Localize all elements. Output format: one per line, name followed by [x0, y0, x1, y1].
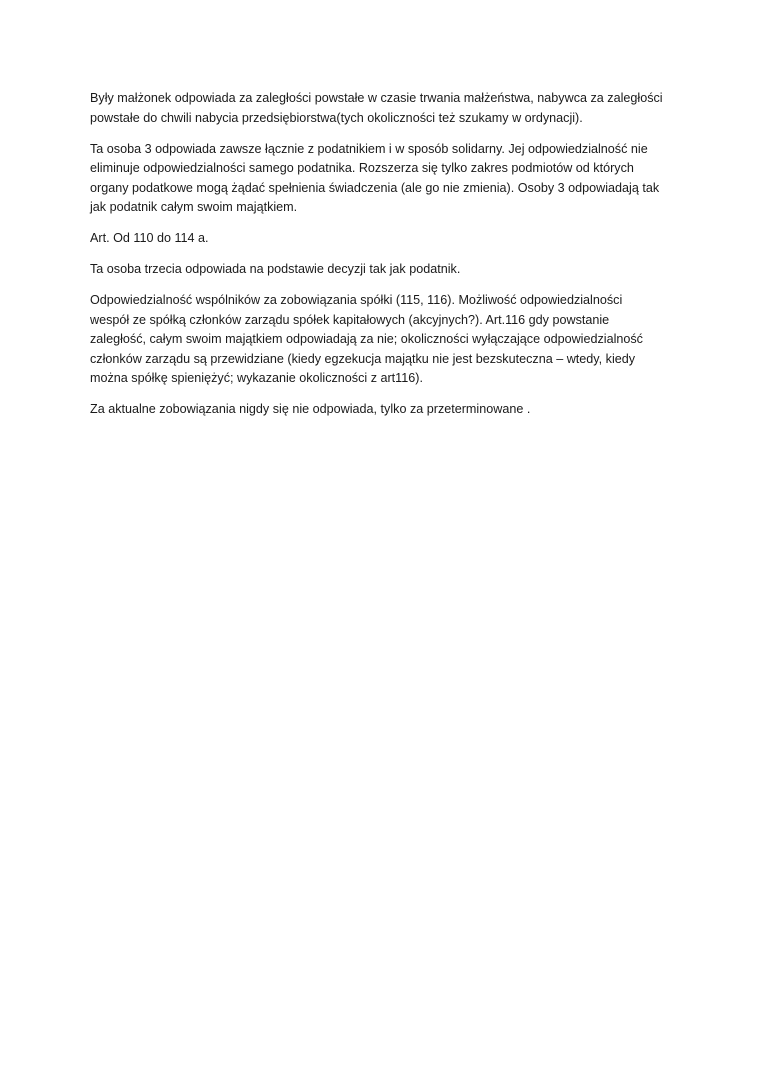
paragraph-third-party-liability	[90, 140, 680, 218]
paragraph-line: można spółkę spieniężyć; wykazanie okoliczności z art116).	[90, 371, 423, 385]
paragraph-line: powstałe do chwili nabycia przedsiębiorstwa(tych okoliczności też szukamy w ordynacji).	[90, 110, 583, 125]
paragraph-line: Były małżonek odpowiada za zaległości powstałe w czasie trwania małżeństwa, nabywca za zaległości	[90, 91, 663, 105]
paragraph-line: wespół ze spółką członków zarządu spółek kapitałowych (akcyjnych?). Art.116 gdy powstanie	[90, 312, 610, 327]
paragraph-current-obligations	[90, 400, 680, 420]
paragraph-line: organy podatkowe mogą żądać spełnienia świadczenia (ale go nie zmienia). Osoby 3 odpowiadają tak	[90, 180, 660, 195]
paragraph-line: eliminuje odpowiedzialności samego podatnika. Rozszerza się tylko zakres podmiotów od których	[90, 161, 634, 175]
paragraph-line: Ta osoba trzecia odpowiada na podstawie decyzji tak jak podatnik.	[90, 262, 461, 276]
document-body	[90, 89, 680, 431]
paragraph-articles	[90, 229, 680, 249]
paragraph-line: Art. Od 110 do 114 a.	[90, 231, 209, 245]
paragraph-line: jak podatnik całym swoim majątkiem.	[90, 200, 298, 214]
paragraph-line: Za aktualne zobowiązania nigdy się nie odpowiada, tylko za przeterminowane .	[90, 402, 531, 416]
paragraph-decision	[90, 260, 680, 280]
paragraph-line: Odpowiedzialność wspólników za zobowiązania spółki (115, 116). Możliwość odpowiedzialności	[90, 293, 623, 307]
paragraph-line: Ta osoba 3 odpowiada zawsze łącznie z podatnikiem i w sposób solidarny. Jej odpowiedzialność nie	[90, 141, 648, 156]
paragraph-former-spouse	[90, 89, 680, 128]
paragraph-partners-liability	[90, 291, 680, 389]
paragraph-line: zaległość, całym swoim majątkiem odpowiadają za nie; okoliczności wyłączające odpowiedzialność	[90, 332, 643, 346]
paragraph-line: członków zarządu są przewidziane (kiedy egzekucja majątku nie jest bezskuteczna – wtedy, kiedy	[90, 351, 636, 366]
